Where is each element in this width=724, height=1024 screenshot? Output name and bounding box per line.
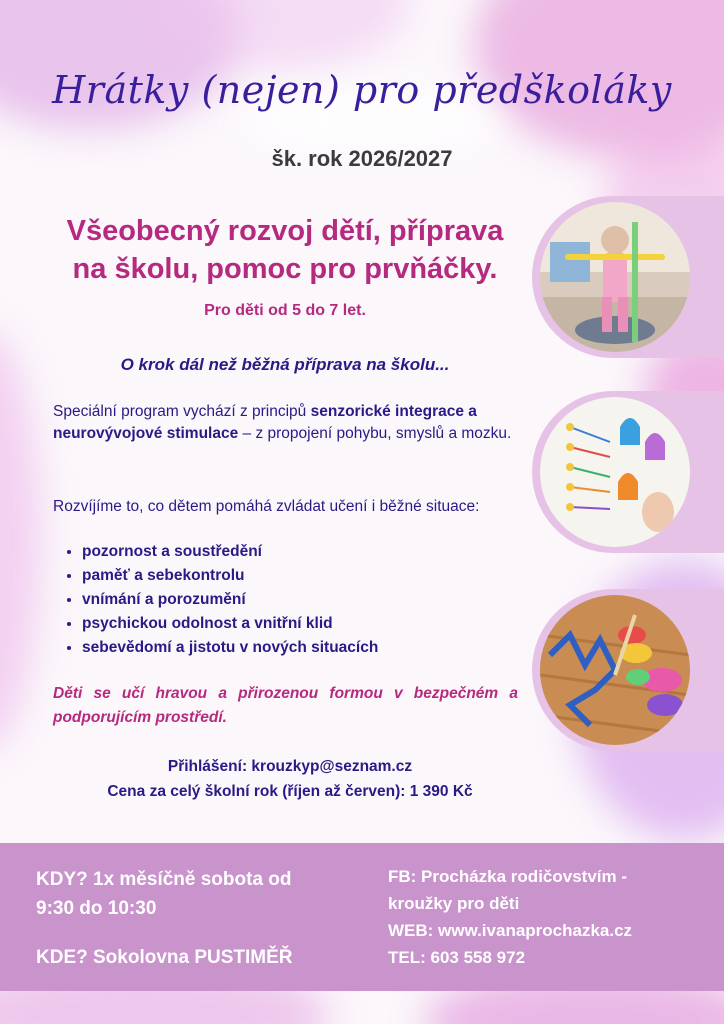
where-text: KDE? Sokolovna PUSTIMĚŘ [36, 947, 293, 968]
closing-statement: Děti se učí hravou a přirozenou formou v bezpečném a podporujícím prostředí. [53, 685, 518, 726]
photo-tab-stepping-stones [532, 589, 724, 751]
when-line-2: 9:30 do 10:30 [36, 898, 157, 919]
list-item: • psychickou odolnost a vnitřní klid [82, 612, 532, 636]
contacts [388, 863, 708, 971]
hands-game-photo [540, 397, 690, 547]
headline [30, 212, 540, 288]
description-highlight: senzorické integrace a neurovývojové stimulace [53, 403, 477, 442]
footer-info [0, 843, 724, 991]
description-lead: Speciální program vychází z principů [53, 403, 307, 420]
school-year: šk. rok 2026/2027 [271, 146, 453, 171]
balance-photo [540, 202, 690, 352]
page-title: Hrátky (nejen) pro předškoláky [52, 68, 672, 112]
list-item: • vnímání a porozumění [82, 588, 532, 612]
description-rest: – z propojení pohybu, smyslů a mozku. [242, 425, 512, 442]
facebook-line-1[interactable]: FB: Procházka rodičovstvím - [388, 867, 628, 886]
age-range: Pro děti od 5 do 7 let. [204, 302, 366, 319]
tagline: O krok dál než běžná příprava na školu... [120, 355, 450, 374]
development-intro: Rozvíjíme to, co dětem pomáhá zvládat učení i běžné situace: [53, 498, 480, 515]
contact-block [30, 754, 550, 804]
signup-email[interactable]: Přihlášení: krouzkyp@seznam.cz [167, 758, 413, 775]
program-description [53, 401, 518, 445]
facebook-line-2[interactable]: kroužky pro děti [388, 894, 520, 913]
website-link[interactable]: WEB: www.ivanaprochazka.cz [388, 921, 633, 940]
when-line-1: KDY? 1x měsíčně sobota od [36, 869, 292, 890]
list-item: • sebevědomí a jistotu v nových situacích [82, 636, 532, 660]
phone-number[interactable]: TEL: 603 558 972 [388, 948, 526, 967]
headline-line-2: na školu, pomoc pro prvňáčky. [72, 253, 498, 285]
stepping-stones-photo [540, 595, 690, 745]
when-where [36, 865, 356, 972]
list-item: • paměť a sebekontrolu [82, 564, 532, 588]
list-item: • pozornost a soustředění [82, 540, 532, 564]
photo-tab-hands [532, 391, 724, 553]
photo-tab-balance [532, 196, 724, 358]
headline-line-1: Všeobecný rozvoj dětí, příprava [66, 215, 504, 247]
price-info: Cena za celý školní rok (říjen až červen): 1 390 Kč [107, 783, 473, 800]
skills-list [64, 540, 532, 660]
